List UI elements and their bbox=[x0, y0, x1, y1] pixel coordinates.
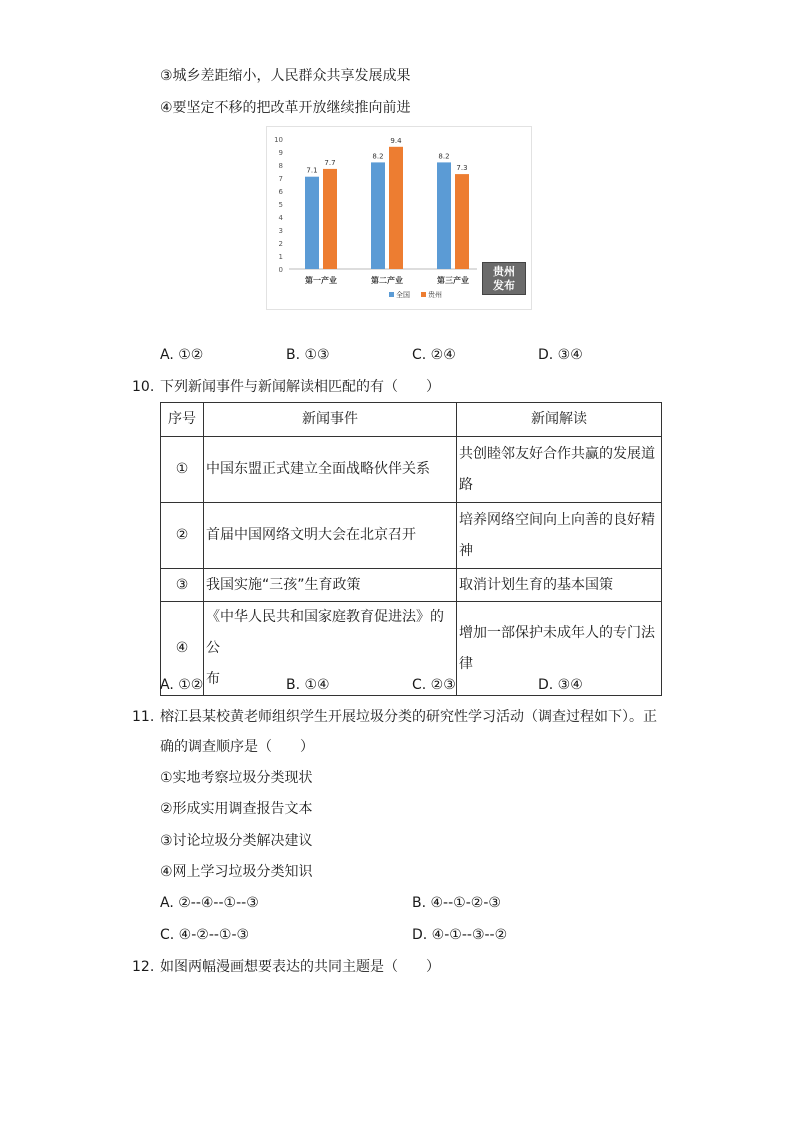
q9-option-a: A. ①② bbox=[160, 347, 204, 363]
q9-option-b: B. ①③ bbox=[286, 347, 330, 363]
row-event: 我国实施“三孩”生育政策 bbox=[204, 569, 457, 602]
row-no: ④ bbox=[161, 602, 204, 696]
row-reading: 取消计划生育的基本国策 bbox=[457, 569, 662, 602]
bar bbox=[437, 162, 451, 269]
bar bbox=[323, 169, 337, 269]
legend-swatch bbox=[389, 292, 394, 297]
table-row bbox=[161, 503, 662, 569]
data-label: 7.3 bbox=[456, 164, 468, 173]
table-row bbox=[161, 569, 662, 602]
q10-option-c: C. ②③ bbox=[412, 677, 456, 693]
y-tick-label: 10 bbox=[274, 136, 283, 144]
y-tick-label: 8 bbox=[278, 162, 283, 170]
bar bbox=[305, 177, 319, 269]
header-no: 序号 bbox=[161, 403, 204, 437]
q11-stem-line1: 榕江县某校黄老师组织学生开展垃圾分类的研究性学习活动（调查过程如下）。正 bbox=[160, 709, 657, 725]
table-row bbox=[161, 602, 662, 696]
q10-option-b: B. ①④ bbox=[286, 677, 330, 693]
header-reading: 新闻解读 bbox=[457, 403, 662, 437]
table-header-row bbox=[161, 403, 662, 437]
table-row bbox=[161, 437, 662, 503]
legend-label: 全国 bbox=[396, 291, 410, 299]
q10-stem: 下列新闻事件与新闻解读相匹配的有（ ） bbox=[160, 379, 440, 395]
q9-option-c: C. ②④ bbox=[412, 347, 456, 363]
q12-number: 12. bbox=[132, 959, 155, 975]
q11-stem-line2: 确的调查顺序是（ ） bbox=[160, 739, 314, 755]
legend-label: 贵州 bbox=[428, 291, 442, 299]
row-event: 首届中国网络文明大会在北京召开 bbox=[204, 503, 457, 569]
q9-option-d: D. ③④ bbox=[538, 347, 583, 363]
row-no: ③ bbox=[161, 569, 204, 602]
row-event: 中国东盟正式建立全面战略伙伴关系 bbox=[204, 437, 457, 503]
q10-number: 10. bbox=[132, 379, 155, 395]
data-label: 9.4 bbox=[390, 136, 402, 145]
x-tick-label: 第二产业 bbox=[371, 276, 403, 285]
header-event: 新闻事件 bbox=[204, 403, 457, 437]
y-tick-label: 4 bbox=[278, 214, 283, 222]
statement-4: ④要坚定不移的把改革开放继续推向前进 bbox=[160, 100, 411, 116]
bar-chart bbox=[266, 126, 532, 310]
q11-number: 11. bbox=[132, 709, 155, 725]
data-label: 8.2 bbox=[372, 152, 384, 161]
q11-item-1: ①实地考察垃圾分类现状 bbox=[160, 770, 313, 786]
q11-item-4: ④网上学习垃圾分类知识 bbox=[160, 864, 313, 880]
legend-swatch bbox=[421, 292, 426, 297]
q12-stem: 如图两幅漫画想要表达的共同主题是（ ） bbox=[160, 959, 440, 975]
q10-option-a: A. ①② bbox=[160, 677, 204, 693]
row-reading: 培养网络空间向上向善的良好精 神 bbox=[457, 503, 662, 569]
statement-3: ③城乡差距缩小，人民群众共享发展成果 bbox=[160, 68, 411, 84]
q11-option-d: D. ④-①--③--② bbox=[412, 927, 508, 943]
news-table bbox=[160, 402, 662, 696]
watermark-badge: 贵州 发布 bbox=[482, 262, 526, 295]
q11-option-b: B. ④--①-②-③ bbox=[412, 895, 501, 911]
data-label: 7.1 bbox=[306, 166, 318, 175]
q11-option-c: C. ④-②--①-③ bbox=[160, 927, 250, 943]
q11-item-3: ③讨论垃圾分类解决建议 bbox=[160, 833, 313, 849]
row-reading: 共创睦邻友好合作共赢的发展道 路 bbox=[457, 437, 662, 503]
y-tick-label: 9 bbox=[278, 149, 283, 157]
q11-item-2: ②形成实用调查报告文本 bbox=[160, 801, 313, 817]
y-tick-label: 3 bbox=[278, 227, 283, 235]
y-tick-label: 5 bbox=[278, 201, 283, 209]
y-tick-label: 1 bbox=[278, 253, 283, 261]
q11-option-a: A. ②--④--①--③ bbox=[160, 895, 259, 911]
y-tick-label: 7 bbox=[278, 175, 283, 183]
y-tick-label: 2 bbox=[278, 240, 283, 248]
q10-option-d: D. ③④ bbox=[538, 677, 583, 693]
x-tick-label: 第三产业 bbox=[437, 276, 469, 285]
row-no: ① bbox=[161, 437, 204, 503]
row-reading: 增加一部保护未成年人的专门法 律 bbox=[457, 602, 662, 696]
bar bbox=[455, 174, 469, 269]
row-event: 《中华人民共和国家庭教育促进法》的公 布 bbox=[204, 602, 457, 696]
bar bbox=[371, 162, 385, 269]
row-no: ② bbox=[161, 503, 204, 569]
bar bbox=[389, 147, 403, 269]
y-tick-label: 6 bbox=[278, 188, 283, 196]
x-tick-label: 第一产业 bbox=[305, 276, 337, 285]
data-label: 7.7 bbox=[324, 158, 336, 167]
data-label: 8.2 bbox=[438, 152, 450, 161]
y-tick-label: 0 bbox=[278, 266, 283, 274]
